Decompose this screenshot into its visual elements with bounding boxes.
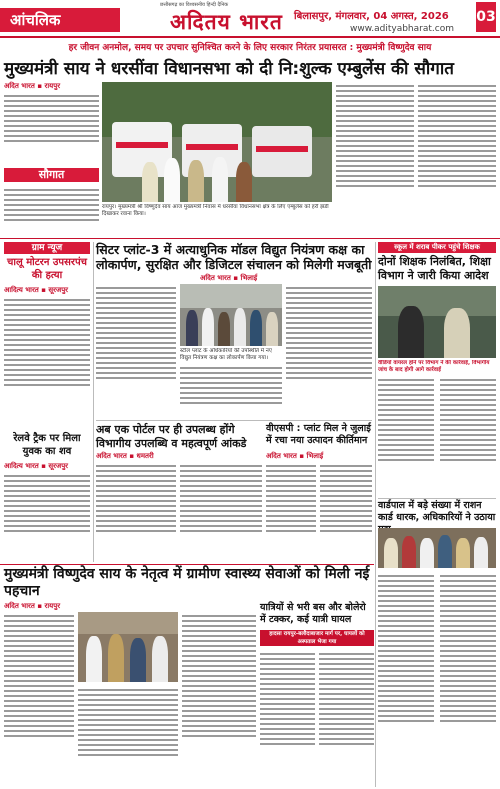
story4-headline: वीएसपी : प्लांट मिल ने जुलाई में रचा नया उत्पादन कीर्तिमान xyxy=(266,423,371,446)
story2-photo-caption: स्टील प्लांट के अधिकारियों की उपस्थिति में नए विद्युत नियंत्रण कक्ष का लोकार्पण किया गया। xyxy=(180,348,272,361)
lead-byline: अदित भारत ▪ रायपुर xyxy=(4,82,61,90)
bottom-story2-body-col1 xyxy=(260,650,315,788)
right-body-col2 xyxy=(440,376,496,496)
tagline: हर जीवन अनमोल, समय पर उपचार सुनिश्चित करने के लिए सरकार निरंतर प्रयासरत : मुख्यमंत्री विष्णुदेव साय xyxy=(68,43,432,53)
left-box2-byline: आदित्य भारत ▪ सूरजपुर xyxy=(4,462,69,470)
lead-body-left-2 xyxy=(4,186,99,234)
right-headline: दोनों शिक्षक निलंबित, शिक्षा विभाग ने जारी किया आदेश xyxy=(378,255,491,282)
header-divider xyxy=(0,36,500,38)
right-story2-headline: वार्डपाल में बड़े संख्या में राशन कार्ड धारक, अधिकारियों ने उठाया xyxy=(378,500,496,523)
bottom-story2-headline: यात्रियों से भरी बस और बोलेरो में टक्कर, कई यात्री घायल xyxy=(260,602,366,625)
bottom-byline: अदित भारत ▪ रायपुर xyxy=(4,602,61,610)
story2-photo xyxy=(180,284,282,346)
section-rule xyxy=(0,238,500,239)
story2-body-col1 xyxy=(96,284,176,418)
left-box2-body xyxy=(4,472,90,560)
bottom-body-col2 xyxy=(78,686,178,788)
left-box1-label: ग्राम न्यूज xyxy=(4,242,90,254)
bottom-story2-sub: हादसा रायपुर-बलौदाबाजार मार्ग पर, घायलों को अस्पताल भेजा गया xyxy=(260,630,374,646)
story2-body-col2 xyxy=(180,364,282,418)
lead-headline: मुख्यमंत्री साय ने धरसींवा विधानसभा को दी नि:शुल्क एम्बुलेंस की सौगात xyxy=(4,59,454,79)
right-story2-photo xyxy=(378,528,496,568)
right-photo-caption: वीडियो वायरल होने पर विभाग ने की कार्रवाई, विभागीय जांच के बाद होगी आगे कार्रवाई xyxy=(378,360,490,373)
lead-photo-ambulances xyxy=(102,82,332,202)
lead-body-left xyxy=(4,92,99,166)
website-link[interactable]: www.adityabharat.com xyxy=(350,24,454,34)
bottom-body-col3 xyxy=(182,612,256,788)
story3-rule xyxy=(96,420,372,421)
story2-body-col3 xyxy=(286,284,372,418)
story3-body-col1 xyxy=(96,462,176,562)
right-photo-teachers xyxy=(378,286,496,358)
right-box-label: स्कूल में शराब पीकर पहुंचे शिक्षक xyxy=(378,242,496,253)
left-box1-body xyxy=(4,296,90,424)
page-number: 03 xyxy=(476,2,496,32)
dateline: बिलासपुर, मंगलवार, 04 अगस्त, 2026 xyxy=(294,11,449,22)
section-label: आंचलिक xyxy=(0,8,120,32)
story3-byline: अदित भारत ▪ धमतरी xyxy=(96,452,154,460)
bottom-photo xyxy=(78,612,178,682)
lead-body-col3 xyxy=(336,82,414,234)
left-box1-headline: चालू मोटरन उपसरपंच की हत्या xyxy=(7,257,87,281)
right-story2-body-col2 xyxy=(440,572,496,786)
right-body-col1 xyxy=(378,376,434,496)
story2-byline: अदित भारत ▪ भिलाई xyxy=(200,274,258,282)
story4-body-col1 xyxy=(266,462,316,562)
logo-subtitle: छत्तीसगढ़ का विश्वसनीय हिन्दी दैनिक xyxy=(160,2,229,8)
story4-body-col2 xyxy=(320,462,372,562)
left-col-rule xyxy=(93,242,94,562)
logo-title: अदितय भारत xyxy=(170,9,283,34)
story3-headline: अब एक पोर्टल पर ही उपलब्ध होंगे विभागीय उपलब्धि व महत्वपूर्ण आंकडे xyxy=(96,423,247,450)
left-box2-headline: रेलवे ट्रैक पर मिला युवक का शव xyxy=(13,433,81,457)
newspaper-logo xyxy=(150,2,290,34)
left-box1-byline: आदित्य भारत ▪ सूरजपुर xyxy=(4,286,69,294)
bottom-story2-body-col2 xyxy=(319,650,374,788)
bottom-rule xyxy=(0,564,374,565)
lead-byline-block xyxy=(4,82,99,91)
story2-headline: सिटर प्लांट-3 में अत्याधुनिक मॉडल विद्युत नियंत्रण कक्ष का लोकार्पण, सुरक्षित और डिजिटल संचालन को मिलेगी मजबूती xyxy=(96,242,372,272)
lead-box-label: सौगात xyxy=(4,168,99,182)
lead-photo-caption: रायपुर। मुख्यमंत्री श्री विष्णुदेव साय आज मुख्यमंत्री निवास में धरसींवा विधानसभा क्षेत्र के लिए एम्बुलेंस को हरी झंडी दिखाकर रवाना किया। xyxy=(102,204,329,217)
lead-body-col4 xyxy=(418,82,496,234)
right-col-rule xyxy=(375,242,376,787)
story4-byline: अदित भारत ▪ भिलाई xyxy=(266,452,324,460)
story3-body-col2 xyxy=(180,462,262,562)
bottom-body-col1 xyxy=(4,612,74,788)
right-story2-rule xyxy=(378,498,496,499)
masthead xyxy=(0,0,500,36)
bottom-headline: मुख्यमंत्री विष्णुदेव साय के नेतृत्व में ग्रामीण स्वास्थ्य सेवाओं को मिली नई पहचान xyxy=(4,566,370,599)
right-story2-body-col1 xyxy=(378,572,434,786)
